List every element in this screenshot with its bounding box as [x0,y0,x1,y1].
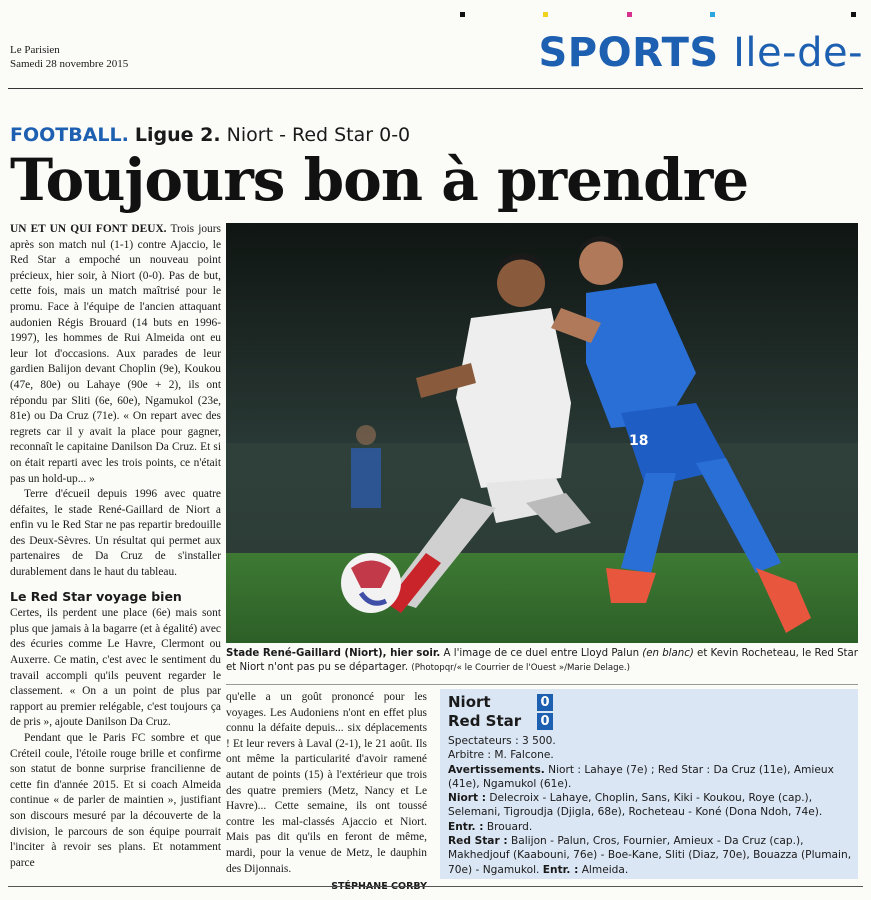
caption-rule [226,684,858,685]
score-row [448,712,852,731]
stats-niort-lineup: Niort : Delecroix - Lahaye, Choplin, Sans, Kiki - Koukou, Roye (cap.), Selemani, Tigroudja (Djigla, 68e), Rocheteau - Koné (Dona Ndoh, 74e). [448,792,823,819]
caption-text: A l'image de ce duel entre Lloyd Palun [443,648,640,659]
photo-credit: (Photopqr/« le Courrier de l'Ouest »/Marie Delage.) [411,663,630,673]
kicker-league: Ligue 2. [134,124,221,146]
footer-rule [8,886,863,887]
registration-mark [627,12,632,17]
section-name: SPORTS [538,30,719,76]
registration-mark [543,12,548,17]
team-score: 0 [537,713,553,730]
article-kicker [10,124,410,146]
publication-date: Samedi 28 novembre 2015 [10,58,129,70]
kicker-match: Niort - Red Star 0-0 [226,124,411,146]
match-stats-box [440,689,858,879]
publication-name: Le Parisien [10,44,60,56]
registration-mark [710,12,715,17]
article-column-1 [10,222,221,871]
article-headline: Toujours bon à prendre [10,146,749,214]
stats-redstar-lineup: Red Star : Balijon - Palun, Cros, Fournier, Amieux - Da Cruz (cap.), Makhedjouf (Kaabouni, 76e) - Boe-Kane, Sliti (Diaz, 70e), Bouazza (Plumain, 70e) - Ngamukol. Entr. : Almeida. [448,835,852,876]
team-name: Red Star [448,712,522,730]
header-rule [8,88,863,89]
stats-niort-coach: Entr. : Brouard. [448,820,533,833]
registration-mark [851,12,856,17]
team-name: Niort [448,693,491,711]
photo-illustration [226,223,858,643]
caption-location: Stade René-Gaillard (Niort), hier soir. [226,648,441,659]
article-paragraph: Pendant que le Paris FC sombre et que Créteil coule, l'étoile rouge brille et confirme son statut de bonne surprise francilienne de cette fin d'année 2015. Et si coach Almeida continue « de parler de maintien », justifiant son discours mesuré par la découverte de la division, le parcours de son équipe pourrait l'inciter à revoir ses plans. Et notamment parce [10,732,221,869]
section-title [538,30,863,76]
stats-warnings: Avertissements. Niort : Lahaye (7e) ; Red Star : Da Cruz (11e), Amieux (41e), Ngamukol (61e). [448,763,834,790]
score-row [448,693,852,712]
shirt-number: 18 [629,433,649,449]
article-subhead: Le Red Star voyage bien [10,588,182,604]
article-text: Trois jours après son match nul (1-1) contre Ajaccio, le Red Star a empoché un nouveau point précieux, hier soir, à Niort (0-0). Pas de but, cette fois, mais un match maîtrisé pour le promu. Face à l'équipe de l'ancien attaquant audonien Régis Brouard (14 buts en 1996-1997), les hommes de Rui Almeida ont eu leur lot d'occasions. Aux parades de leur gardien Balijon devant Choplin (9e), Koukou (47e, 80e) ou Lahaye (90e + 2), ils ont répondu par Sliti (6e, 60e), Ngamukol (23e, 81e) ou Da Cruz (71e). « On repart avec des regrets car il y avait la place pour gagner, reconnaît le capitaine Danilson Da Cruz. Et si on était reparti avec les trois points, ce n'était pas un hold-up... » [10,223,221,485]
caption-text: et Kevin Rocheteau, le Red Star et Niort n'ont pas pu se départager. [226,648,858,673]
stats-spectators: Spectateurs : 3 500. [448,735,556,747]
team-score: 0 [537,694,553,711]
match-photo [226,223,858,643]
article-paragraph: Terre d'écueil depuis 1996 avec quatre défaites, le stade René-Gaillard de Niort a enfin vu le Red Star ne pas repartir bredouille des Deux-Sèvres. Un résultat qui permet aux partenaires de Da Cruz de s'installer durablement dans le haut du tableau. [10,488,221,579]
stats-referee: Arbitre : M. Falcone. [448,749,554,762]
caption-note: (en blanc) [642,648,694,659]
article-paragraph [10,222,221,487]
kicker-sport: FOOTBALL. [10,124,129,146]
article-paragraph: Certes, ils perdent une place (6e) mais sont plus que jamais à la bagarre (et à égalité) avec des écuries comme Le Havre, Clermont ou Auxerre. Ce matin, c'est avec le sentiment du travail accompli qu'ils peuvent regarder le classement. « On a un point de plus par rapport au premier relégable, c'est toujours ça de pris », ajoute Danilson Da Cruz. [10,607,221,729]
photo-caption [226,647,858,675]
article-lead: UN ET UN QUI FONT DEUX. [10,223,167,235]
article-column-2 [226,690,427,895]
registration-mark [460,12,465,17]
article-paragraph: qu'elle a un goût prononcé pour les voyages. Les Audoniens n'ont en effet plus connu la défaite depuis... six déplacements ! Et leur revers à Laval (2-1), le 21 août. Ils ont même la particularité d'avoir ramené autant de points (15) à l'extérieur que trois des quatre premiers (Metz, Nancy et Le Havre)... Cette semaine, ils ont toussé contre les mal-classés Ajaccio et Niort. Mais pas dit qu'ils en feront de même, mardi, pour la venue de Metz, le dauphin des Dijonnais. [226,691,427,875]
section-region: Ile-de- [733,30,863,76]
